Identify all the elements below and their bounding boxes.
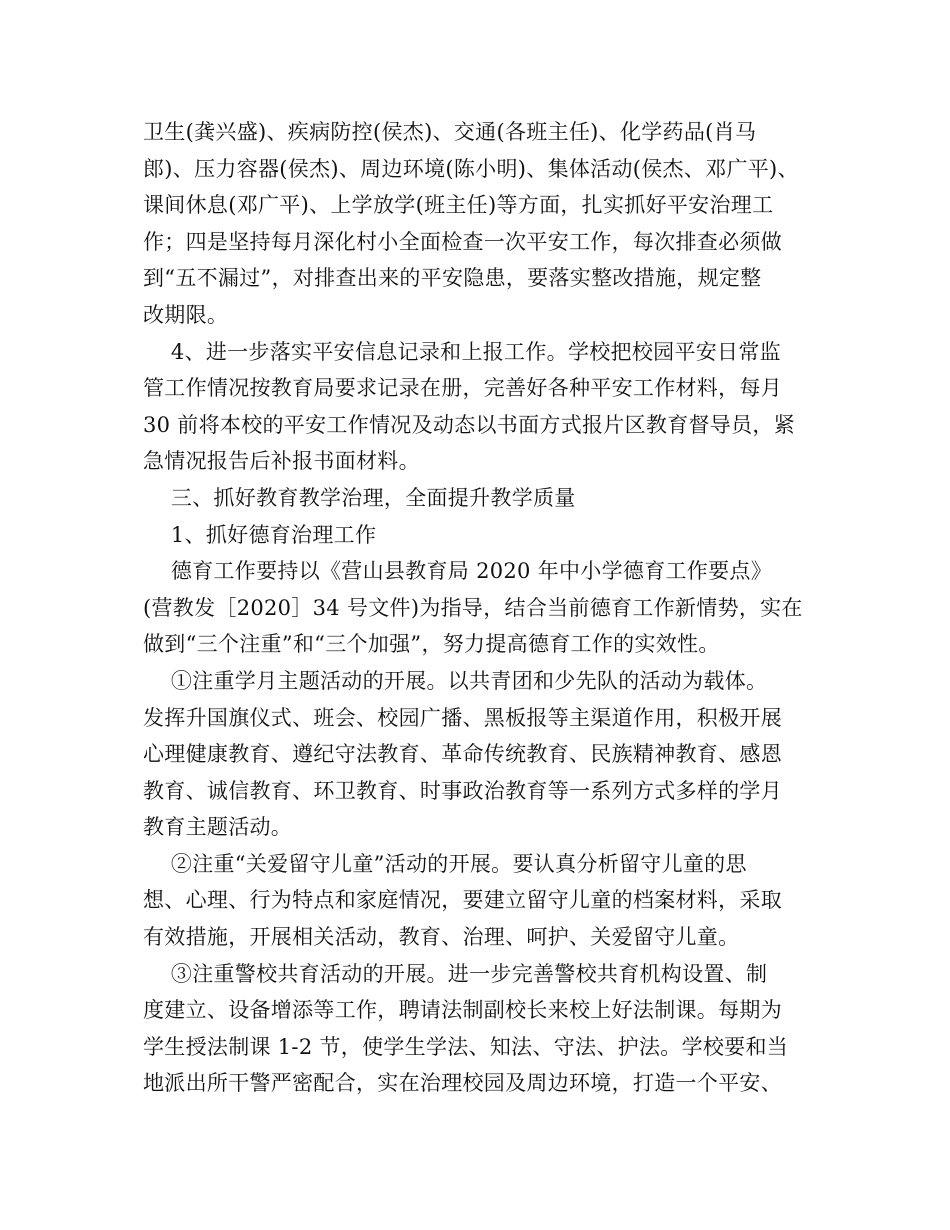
text-line: 地派出所干警严密配合，实在治理校园及周边环境，打造一个平安、: [143, 1071, 782, 1096]
text-line: ②注重“关爱留守儿童”活动的开展。要认真分析留守儿童的思: [143, 851, 747, 876]
text-line: 改期限。: [143, 302, 229, 327]
section-heading: 三、抓好教育教学治理，全面提升教学质量: [143, 485, 576, 510]
text-line: 学生授法制课 1-2 节，使学生学法、知法、守法、护法。学校要和当: [143, 1034, 789, 1059]
text-line: 教育、诚信教育、环卫教育、时事政治教育等一系列方式多样的学月: [143, 778, 782, 803]
text-line: 有效措施，开展相关活动，教育、治理、呵护、关爱留守儿童。: [143, 925, 740, 950]
text-line: (营教发［2020］34 号文件)为指导，结合当前德育工作新情势，实在: [143, 595, 803, 620]
text-line: 做到“三个注重”和“三个加强”，努力提高德育工作的实效性。: [143, 632, 720, 657]
text-line: 课间休息(邓广平)、上学放学(班主任)等方面，扎实抓好平安治理工: [143, 193, 774, 218]
text-line: 德育工作要持以《营山县教育局 2020 年中小学德育工作要点》: [143, 559, 772, 584]
text-line: 急情况报告后补报书面材料。: [143, 449, 420, 474]
text-line: 作；四是坚持每月深化村小全面检查一次平安工作，每次排查必须做: [143, 229, 782, 254]
text-line: 心理健康教育、遵纪守法教育、革命传统教育、民族精神教育、感恩: [143, 742, 782, 767]
text-line: 郎)、压力容器(侯杰)、周边环境(陈小明)、集体活动(侯杰、邓广平)、: [143, 156, 799, 181]
text-line: 发挥升国旗仪式、班会、校园广播、黑板报等主渠道作用，积极开展: [143, 705, 782, 730]
text-line: 管工作情况按教育局要求记录在册，完善好各种平安工作材料，每月: [143, 376, 782, 401]
subsection-heading: 1、抓好德育治理工作: [143, 522, 377, 547]
text-line: 30 前将本校的平安工作情况及动态以书面方式报片区教育督导员，紧: [143, 412, 795, 437]
text-line: 想、心理、行为特点和家庭情况，要建立留守儿童的档案材料，采取: [143, 888, 782, 913]
text-line: 4、进一步落实平安信息记录和上报工作。学校把校园平安日常监: [143, 339, 781, 364]
text-line: 卫生(龚兴盛)、疾病防控(侯杰)、交通(各班主任)、化学药品(肖马: [143, 120, 757, 144]
text-line: 到“五不漏过”，对排查出来的平安隐患，要落实整改措施，规定整: [143, 266, 762, 291]
body-text: [143, 114, 823, 1102]
text-line: ①注重学月主题活动的开展。以共青团和少先队的活动为载体。: [143, 668, 768, 693]
text-line: 教育主题活动。: [143, 815, 293, 840]
text-line: 度建立、设备增添等工作，聘请法制副校长来校上好法制课。每期为: [143, 998, 782, 1023]
text-line: ③注重警校共育活动的开展。进一步完善警校共育机构设置、制: [143, 961, 768, 986]
